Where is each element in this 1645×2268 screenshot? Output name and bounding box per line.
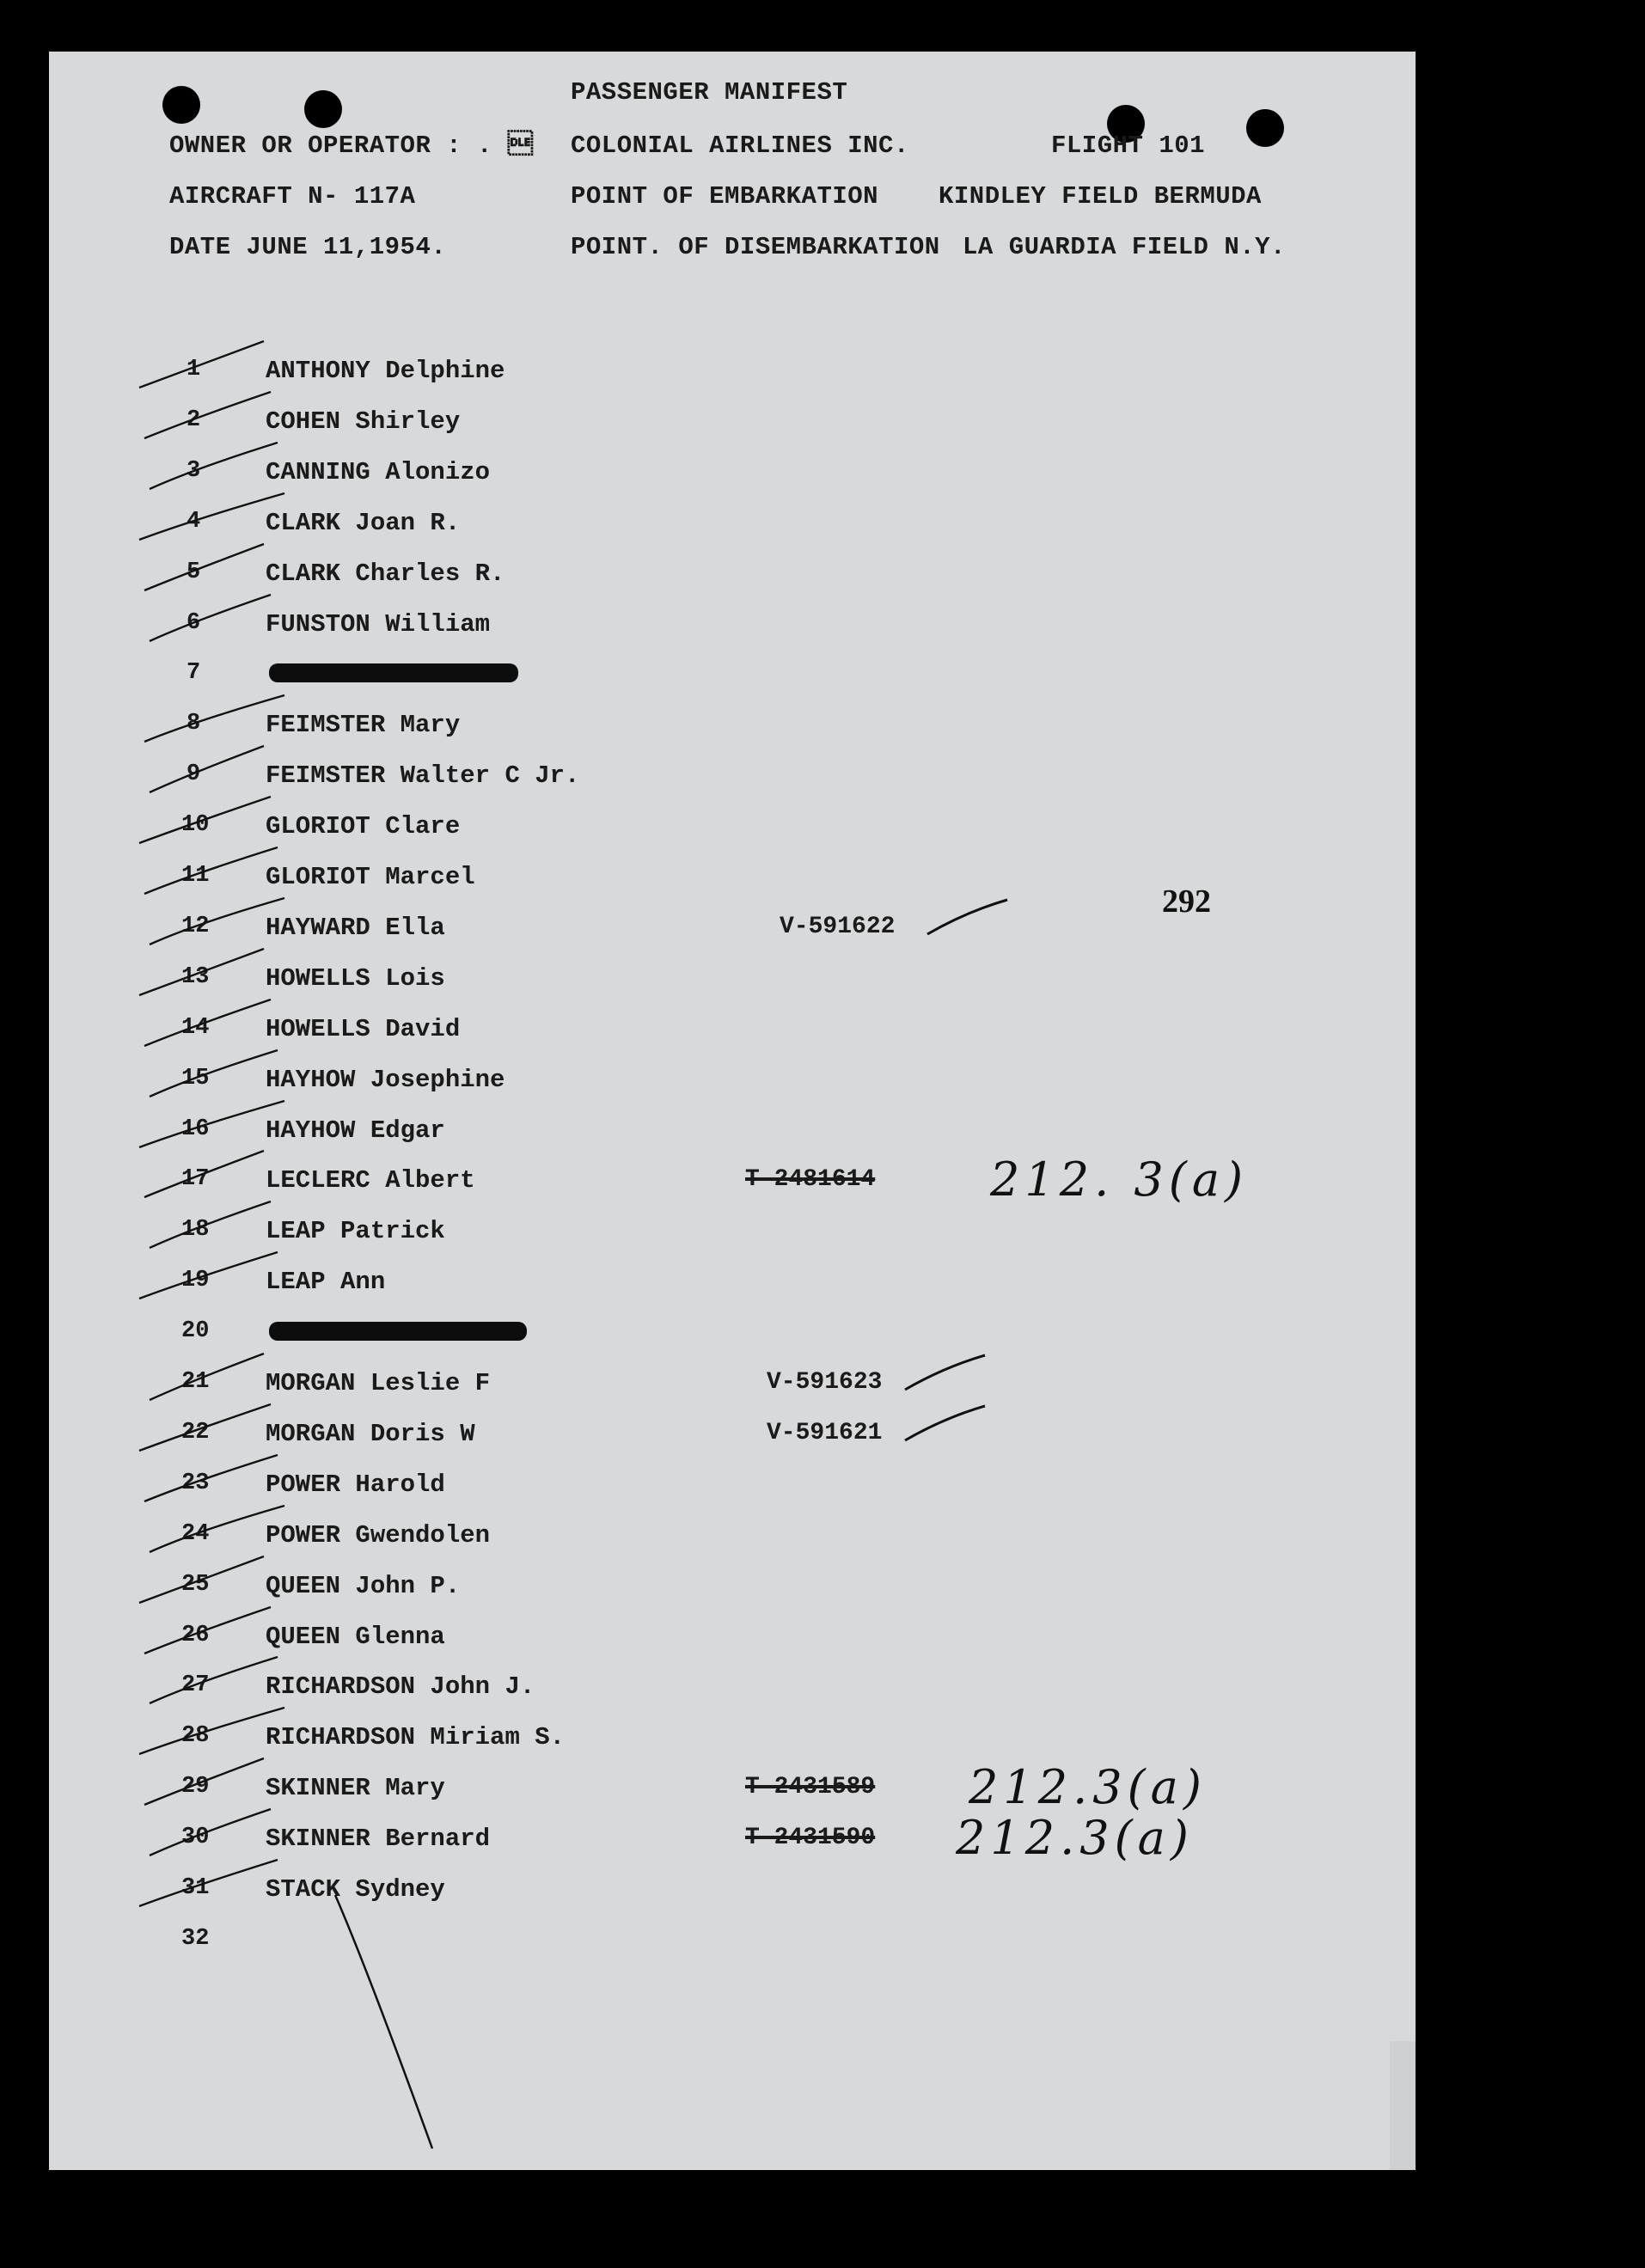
flight-number: FLIGHT 101 <box>1051 131 1206 160</box>
passenger-name: STACK Sydney <box>266 1875 445 1904</box>
check-mark <box>150 1809 271 1855</box>
check-mark <box>144 695 284 742</box>
passenger-number: 14 <box>181 1015 210 1041</box>
passenger-name: MORGAN Leslie F <box>266 1369 491 1397</box>
passenger-name: LEAP Patrick <box>266 1217 445 1245</box>
check-mark <box>144 392 271 438</box>
check-mark <box>905 1355 985 1390</box>
passenger-number: 22 <box>181 1420 210 1446</box>
passenger-number: 3 <box>187 458 201 484</box>
check-mark <box>927 900 1007 934</box>
embarkation-label: POINT OF EMBARKATION <box>571 182 879 211</box>
passenger-name: HOWELLS Lois <box>266 964 445 993</box>
check-mark <box>139 493 284 540</box>
passenger-number: 15 <box>181 1066 210 1091</box>
check-mark <box>150 595 271 641</box>
check-mark <box>150 1050 278 1097</box>
check-mark <box>144 847 278 894</box>
check-mark <box>905 1406 985 1440</box>
passenger-number: 32 <box>181 1926 210 1952</box>
check-mark <box>139 341 264 388</box>
passenger-name: HAYHOW Josephine <box>266 1066 505 1094</box>
passenger-name: RICHARDSON John J. <box>266 1672 535 1701</box>
passenger-number: 30 <box>181 1825 210 1850</box>
struck-visa-number: T-2481614 <box>745 1166 876 1193</box>
passenger-number: 2 <box>187 407 201 433</box>
passenger-number: 26 <box>181 1623 210 1648</box>
passenger-name: FEIMSTER Walter C Jr. <box>266 761 580 790</box>
passenger-number: 11 <box>181 863 210 889</box>
check-mark <box>139 1404 271 1451</box>
passenger-number: 31 <box>181 1875 210 1901</box>
check-mark <box>139 1708 284 1754</box>
passenger-name: SKINNER Bernard <box>266 1825 491 1853</box>
visa-number: V-591621 <box>767 1420 883 1446</box>
passenger-number: 7 <box>187 660 201 686</box>
check-mark <box>144 1607 271 1654</box>
disembarkation-value: LA GUARDIA FIELD N.Y. <box>963 233 1286 261</box>
passenger-number: 16 <box>181 1116 210 1142</box>
aircraft: AIRCRAFT N- 117A <box>169 182 416 211</box>
passenger-name: GLORIOT Marcel <box>266 863 475 891</box>
owner-value: COLONIAL AIRLINES INC. <box>571 131 909 160</box>
passenger-name: GLORIOT Clare <box>266 812 461 841</box>
handwritten-annotation: 212.3(a) <box>969 1760 1207 1814</box>
passenger-name: FUNSTON William <box>266 610 491 639</box>
passenger-number: 25 <box>181 1572 210 1598</box>
passenger-number: 12 <box>181 914 210 939</box>
check-mark <box>139 797 271 843</box>
passenger-name: MORGAN Doris W <box>266 1420 475 1448</box>
check-mark <box>150 1657 278 1703</box>
passenger-number: 21 <box>181 1369 210 1395</box>
check-mark <box>150 898 284 944</box>
passenger-name: HOWELLS David <box>266 1015 461 1043</box>
passenger-name: CLARK Charles R. <box>266 559 505 588</box>
disembarkation-label: POINT. OF DISEMBARKATION <box>571 233 940 261</box>
passenger-name: QUEEN John P. <box>266 1572 461 1600</box>
passenger-number: 29 <box>181 1774 210 1800</box>
passenger-number: 13 <box>181 964 210 990</box>
passenger-name: POWER Harold <box>266 1470 445 1499</box>
check-mark <box>150 1506 284 1552</box>
passenger-number: 18 <box>181 1217 210 1243</box>
passenger-number: 24 <box>181 1521 210 1547</box>
handwritten-annotation: 212.3(a) <box>956 1811 1194 1865</box>
check-mark <box>144 1151 264 1197</box>
manifest-date: DATE JUNE 11,1954. <box>169 233 447 261</box>
passenger-name: LEAP Ann <box>266 1268 386 1296</box>
passenger-number: 27 <box>181 1672 210 1698</box>
check-mark <box>139 1860 278 1906</box>
check-mark <box>144 1000 271 1046</box>
check-mark <box>144 1758 264 1805</box>
embarkation-value: KINDLEY FIELD BERMUDA <box>939 182 1262 211</box>
check-mark <box>144 544 264 590</box>
handwritten-annotation: 212. 3(a) <box>990 1152 1249 1207</box>
passenger-number: 17 <box>181 1166 210 1192</box>
passenger-name: CANNING Alonizo <box>266 458 491 486</box>
passenger-number: 4 <box>187 509 201 535</box>
passenger-name: SKINNER Mary <box>266 1774 445 1802</box>
passenger-number: 8 <box>187 711 201 737</box>
passenger-number: 5 <box>187 559 201 585</box>
passenger-number: 20 <box>181 1318 210 1344</box>
passenger-number: 6 <box>187 610 201 636</box>
check-mark <box>139 949 264 995</box>
passenger-name: COHEN Shirley <box>266 407 461 436</box>
passenger-number: 1 <box>187 357 201 382</box>
check-mark <box>150 746 264 792</box>
check-mark <box>150 1201 271 1248</box>
visa-number: V-591623 <box>767 1369 883 1396</box>
passenger-name: QUEEN Glenna <box>266 1623 445 1651</box>
stamp-number: 292 <box>1162 883 1211 920</box>
passenger-number: 10 <box>181 812 210 838</box>
passenger-name: POWER Gwendolen <box>266 1521 491 1550</box>
check-mark <box>144 1455 278 1501</box>
passenger-name: HAYHOW Edgar <box>266 1116 445 1145</box>
owner-label: OWNER OR OPERATOR : .  <box>169 131 534 160</box>
passenger-number: 28 <box>181 1723 210 1749</box>
check-mark <box>150 443 278 489</box>
check-mark <box>139 1252 278 1299</box>
manifest-page <box>49 52 1416 2170</box>
handwritten-tick-marks <box>49 52 1416 2170</box>
passenger-name: HAYWARD Ella <box>266 914 445 942</box>
check-mark <box>139 1101 284 1147</box>
passenger-name: ANTHONY Delphine <box>266 357 505 385</box>
passenger-number: 9 <box>187 761 201 787</box>
struck-visa-number: T-2431589 <box>745 1774 876 1800</box>
check-mark <box>150 1354 264 1400</box>
check-mark <box>139 1556 264 1603</box>
passenger-name: CLARK Joan R. <box>266 509 461 537</box>
passenger-number: 19 <box>181 1268 210 1293</box>
visa-number: V-591622 <box>780 914 896 940</box>
passenger-name: FEIMSTER Mary <box>266 711 461 739</box>
struck-visa-number: T-2431590 <box>745 1825 876 1851</box>
passenger-number: 23 <box>181 1470 210 1496</box>
manifest-title: PASSENGER MANIFEST <box>571 78 848 107</box>
passenger-name: LECLERC Albert <box>266 1166 475 1195</box>
ink-stroke <box>335 1895 432 2149</box>
passenger-name: RICHARDSON Miriam S. <box>266 1723 566 1751</box>
